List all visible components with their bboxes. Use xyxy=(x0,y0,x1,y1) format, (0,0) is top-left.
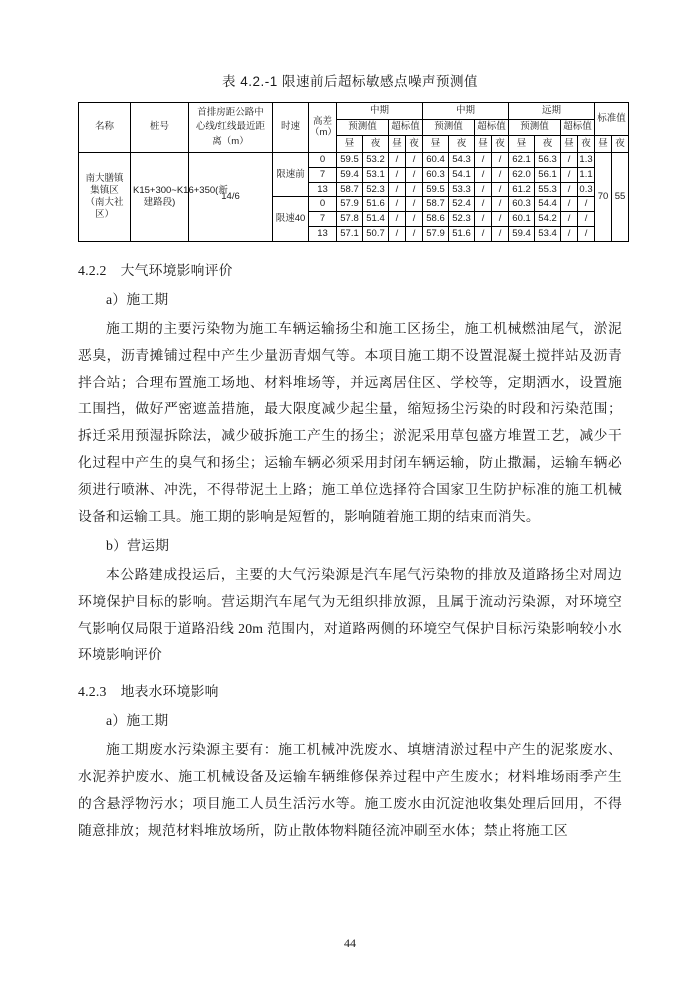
cell-value: 51.4 xyxy=(363,212,389,227)
th-night-5: 夜 xyxy=(535,136,561,153)
cell-value: / xyxy=(492,227,509,242)
cell-height: 7 xyxy=(309,167,337,182)
cell-value: / xyxy=(492,152,509,167)
cell-value: 53.2 xyxy=(363,152,389,167)
cell-value: 58.7 xyxy=(337,182,363,197)
cell-height: 13 xyxy=(309,227,337,242)
th-group-mid: 中期 xyxy=(423,103,509,120)
th-standard: 标准值 xyxy=(595,103,629,136)
cell-value: 54.4 xyxy=(535,197,561,212)
cell-value: 51.6 xyxy=(449,227,475,242)
th-height: 高差（m） xyxy=(309,103,337,153)
cell-value: / xyxy=(406,227,423,242)
subsection-a-construction: a）施工期 xyxy=(106,291,169,307)
section-title: 地表水环境影响 xyxy=(120,684,219,700)
cell-value: / xyxy=(492,197,509,212)
cell-value: / xyxy=(389,212,406,227)
cell-standard-night: 55 xyxy=(612,152,629,241)
page-content xyxy=(78,70,626,845)
section-number: 4.2.2 xyxy=(78,263,107,278)
cell-value: / xyxy=(475,167,492,182)
cell-value: 58.7 xyxy=(423,197,449,212)
th-pile: 桩号 xyxy=(131,103,189,153)
th-night-4: 夜 xyxy=(492,136,509,153)
th-night-3: 夜 xyxy=(449,136,475,153)
cell-value: 54.2 xyxy=(535,212,561,227)
cell-value: 59.4 xyxy=(337,167,363,182)
th-day-4: 昼 xyxy=(475,136,492,153)
cell-value: / xyxy=(389,152,406,167)
th-group-long: 远期 xyxy=(509,103,595,120)
cell-value: 55.3 xyxy=(535,182,561,197)
paragraph-construction-water: 施工期废水污染源主要有：施工机械冲洗废水、填塘清淤过程中产生的泥浆废水、水泥养护废水、施工机械设备及运输车辆维修保养过程中产生废水；材料堆场雨季产生的含悬浮物污水；项目施工人员生活污水等。施工废水由沉淀池收集处理后回用，不得随意排放；规范材料堆放场所，防止散体物料随径流冲刷至水体；禁止将施工区 xyxy=(78,742,622,838)
th-near-exceed: 超标值 xyxy=(389,119,423,136)
cell-sensitive-name: 南大膳镇集镇区（南大社区） xyxy=(79,152,131,241)
section-title: 大气环境影响评价 xyxy=(120,263,233,278)
cell-value: / xyxy=(406,212,423,227)
noise-table-wrapper xyxy=(78,102,626,242)
cell-value: / xyxy=(406,182,423,197)
cell-value: 52.3 xyxy=(449,212,475,227)
cell-value: 50.7 xyxy=(363,227,389,242)
cell-value: 58.6 xyxy=(423,212,449,227)
cell-height: 0 xyxy=(309,152,337,167)
th-day-2: 昼 xyxy=(389,136,406,153)
cell-value: / xyxy=(389,227,406,242)
th-name: 名称 xyxy=(79,103,131,153)
th-mid-predicted: 预测值 xyxy=(423,119,475,136)
cell-value: / xyxy=(561,227,578,242)
cell-value: 52.3 xyxy=(363,182,389,197)
cell-value: 53.1 xyxy=(363,167,389,182)
cell-value: 1.1 xyxy=(578,167,595,182)
cell-value: 59.4 xyxy=(509,227,535,242)
cell-value: 60.3 xyxy=(509,197,535,212)
cell-value: / xyxy=(406,167,423,182)
cell-value: 62.1 xyxy=(509,152,535,167)
cell-value: 59.5 xyxy=(423,182,449,197)
section-heading-4-2-3 xyxy=(78,679,622,706)
cell-value: 62.0 xyxy=(509,167,535,182)
cell-value: 60.1 xyxy=(509,212,535,227)
th-day-3: 昼 xyxy=(423,136,449,153)
cell-height: 0 xyxy=(309,197,337,212)
cell-standard-day: 70 xyxy=(595,152,612,241)
cell-value: / xyxy=(561,197,578,212)
cell-speed-after: 限速40 xyxy=(273,197,309,242)
cell-value: / xyxy=(578,227,595,242)
cell-value: 0.3 xyxy=(578,182,595,197)
cell-value: / xyxy=(475,182,492,197)
section-heading-4-2-2 xyxy=(78,258,622,285)
cell-value: 57.9 xyxy=(337,197,363,212)
th-day-1: 昼 xyxy=(337,136,363,153)
th-group-near: 中期 xyxy=(337,103,423,120)
th-night-6: 夜 xyxy=(578,136,595,153)
cell-value: 60.3 xyxy=(423,167,449,182)
th-long-exceed: 超标值 xyxy=(561,119,595,136)
cell-pile-number: K15+300~K16+350(新建路段) xyxy=(131,152,189,241)
subsection-a-construction-water: a）施工期 xyxy=(106,713,169,729)
cell-value: / xyxy=(475,227,492,242)
th-night-1: 夜 xyxy=(363,136,389,153)
cell-value: / xyxy=(492,212,509,227)
cell-value: 53.3 xyxy=(449,182,475,197)
cell-speed-before: 限速前 xyxy=(273,152,309,197)
cell-value: 60.4 xyxy=(423,152,449,167)
cell-value: / xyxy=(406,197,423,212)
cell-value: / xyxy=(475,197,492,212)
table-header-row-1 xyxy=(79,103,629,120)
cell-value: 57.1 xyxy=(337,227,363,242)
cell-value: / xyxy=(492,182,509,197)
cell-value: / xyxy=(389,167,406,182)
cell-value: 56.3 xyxy=(535,152,561,167)
th-std-day: 昼 xyxy=(595,136,612,153)
th-long-predicted: 预测值 xyxy=(509,119,561,136)
th-day-5: 昼 xyxy=(509,136,535,153)
cell-distance: 14/6 xyxy=(189,152,273,241)
subsection-b-operation: b）营运期 xyxy=(106,537,170,553)
cell-value: 52.4 xyxy=(449,197,475,212)
cell-value: / xyxy=(561,212,578,227)
cell-value: / xyxy=(561,167,578,182)
cell-height: 13 xyxy=(309,182,337,197)
cell-value: 56.1 xyxy=(535,167,561,182)
table-row xyxy=(79,152,629,167)
paragraph-operation-air: 本公路建成投运后，主要的大气污染源是汽车尾气污染物的排放及道路扬尘对周边环境保护目标的影响。营运期汽车尾气为无组织排放源，且属于流动污染源，对环境空气影响仅局限于道路沿线 20m 范围内，对道路两侧的环境空气保护目标污染影响较小水环境影响评价 xyxy=(78,566,622,663)
th-day-6: 昼 xyxy=(561,136,578,153)
cell-value: 59.5 xyxy=(337,152,363,167)
cell-value: 53.4 xyxy=(535,227,561,242)
cell-value: / xyxy=(389,197,406,212)
noise-prediction-table xyxy=(78,102,629,242)
th-distance: 首排房距公路中心线/红线最近距离（m） xyxy=(189,103,273,153)
table-title: 表 4.2.-1 限速前后超标敏感点噪声预测值 xyxy=(221,74,479,89)
cell-value: 54.1 xyxy=(449,167,475,182)
cell-value: / xyxy=(561,182,578,197)
cell-value: 51.6 xyxy=(363,197,389,212)
cell-value: / xyxy=(389,182,406,197)
cell-value: 57.9 xyxy=(423,227,449,242)
cell-value: / xyxy=(475,152,492,167)
paragraph-construction-air: 施工期的主要污染物为施工车辆运输扬尘和施工区扬尘，施工机械燃油尾气，淤泥恶臭，沥青摊铺过程中产生少量沥青烟气等。本项目施工期不设置混凝土搅拌站及沥青拌合站；合理布置施工场地、材料堆场等，并远离居住区、学校等，定期洒水，设置施工围挡，做好严密遮盖措施，最大限度减少起尘量，缩短扬尘污染的时段和污染范围；拆迁采用预湿拆除法，减少破拆施工产生的扬尘；淤泥采用草包盛方堆置工艺，减少干化过程中产生的臭气和扬尘；运输车辆必须采用封闭车辆运输，防止撒漏，运输车辆必须进行喷淋、冲洗，不得带泥土上路；施工单位选择符合国家卫生防护标准的施工机械设备和运输工具。施工期的影响是短暂的，影响随着施工期的结束而消失。 xyxy=(78,320,622,525)
cell-value: / xyxy=(406,152,423,167)
cell-value: 54.3 xyxy=(449,152,475,167)
cell-value: 57.8 xyxy=(337,212,363,227)
cell-value: 1.3 xyxy=(578,152,595,167)
th-night-2: 夜 xyxy=(406,136,423,153)
section-number: 4.2.3 xyxy=(78,684,107,700)
cell-value: / xyxy=(492,167,509,182)
cell-value: / xyxy=(578,212,595,227)
cell-height: 7 xyxy=(309,212,337,227)
cell-value: / xyxy=(561,152,578,167)
th-std-night: 夜 xyxy=(612,136,629,153)
page-number: 44 xyxy=(344,936,356,950)
th-period: 时速 xyxy=(273,103,309,153)
th-mid-exceed: 超标值 xyxy=(475,119,509,136)
cell-value: / xyxy=(578,197,595,212)
cell-value: 61.2 xyxy=(509,182,535,197)
cell-value: / xyxy=(475,212,492,227)
th-near-predicted: 预测值 xyxy=(337,119,389,136)
